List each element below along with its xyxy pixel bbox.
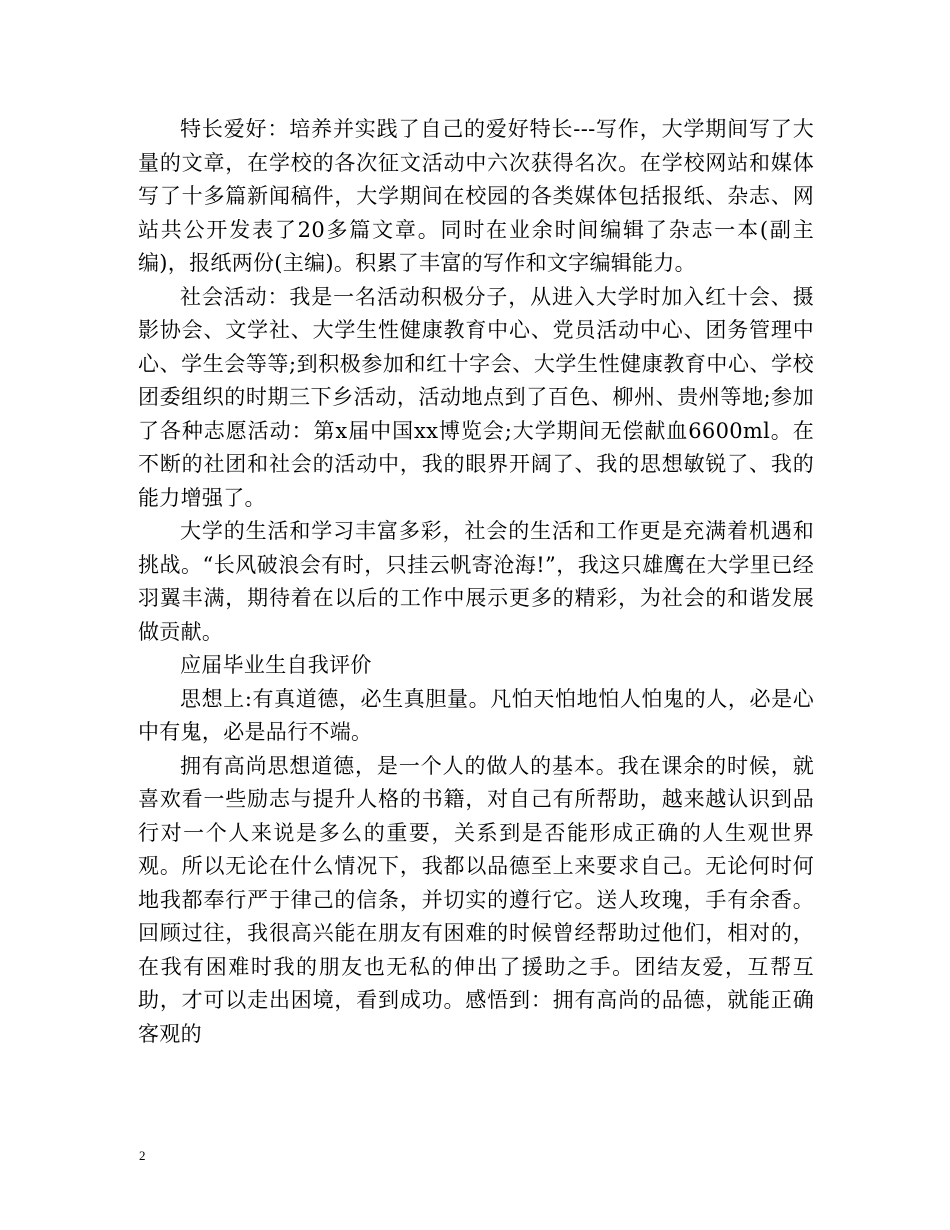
paragraph-morality: 拥有高尚思想道德，是一个人的做人的基本。我在课余的时候，就喜欢看一些励志与提升人格的书籍，对自己有所帮助，越来越认识到品行对一个人来说是多么的重要，关系到是否能形成正确的人生观世界观。所以无论在什么情况下，我都以品德至上来要求自己。无论何时何地我都奉行严于律己的信条，并切实的遵行它。送人玫瑰，手有余香。回顾过往，我很高兴能在朋友有困难的时候曾经帮助过他们，相对的，在我有困难时我的朋友也无私的伸出了援助之手。团结友爱，互帮互助，才可以走出困境，看到成功。感悟到：拥有高尚的品德，就能正确客观的: [138, 753, 814, 1046]
section-heading-self-evaluation: 应届毕业生自我评价: [180, 653, 372, 677]
paragraph-social-activities: 社会活动：我是一名活动积极分子，从进入大学时加入红十会、摄影协会、文学社、大学生性健康教育中心、党员活动中心、团务管理中心、学生会等等;到积极参加和红十字会、大学生性健康教育中心、学校团委组织的时期三下乡活动，活动地点到了百色、柳州、贵州等地;参加了各种志愿活动：第x届中国xx博览会;大学期间无偿献血6600ml。在不断的社团和社会的活动中，我的眼界开阔了、我的思想敏锐了、我的能力增强了。: [138, 284, 814, 510]
document-body: [138, 113, 814, 1051]
paragraph-university-life: 大学的生活和学习丰富多彩，社会的生活和工作更是充满着机遇和挑战。“长风破浪会有时，只挂云帆寄沧海!”，我这只雄鹰在大学里已经羽翼丰满，期待着在以后的工作中展示更多的精彩，为社会的和谐发展做贡献。: [138, 519, 814, 644]
paragraph-ideology: 思想上:有真道德，必生真胆量。凡怕天怕地怕人怕鬼的人，必是心中有鬼，必是品行不端。: [138, 686, 814, 744]
page-number: 2: [139, 1148, 146, 1163]
paragraph-hobbies: 特长爱好：培养并实践了自己的爱好特长---写作，大学期间写了大量的文章，在学校的各次征文活动中六次获得名次。在学校网站和媒体写了十多篇新闻稿件，大学期间在校园的各类媒体包括报纸、杂志、网站共公开发表了20多篇文章。同时在业余时间编辑了杂志一本(副主编)，报纸两份(主编)。积累了丰富的写作和文字编辑能力。: [138, 117, 814, 275]
